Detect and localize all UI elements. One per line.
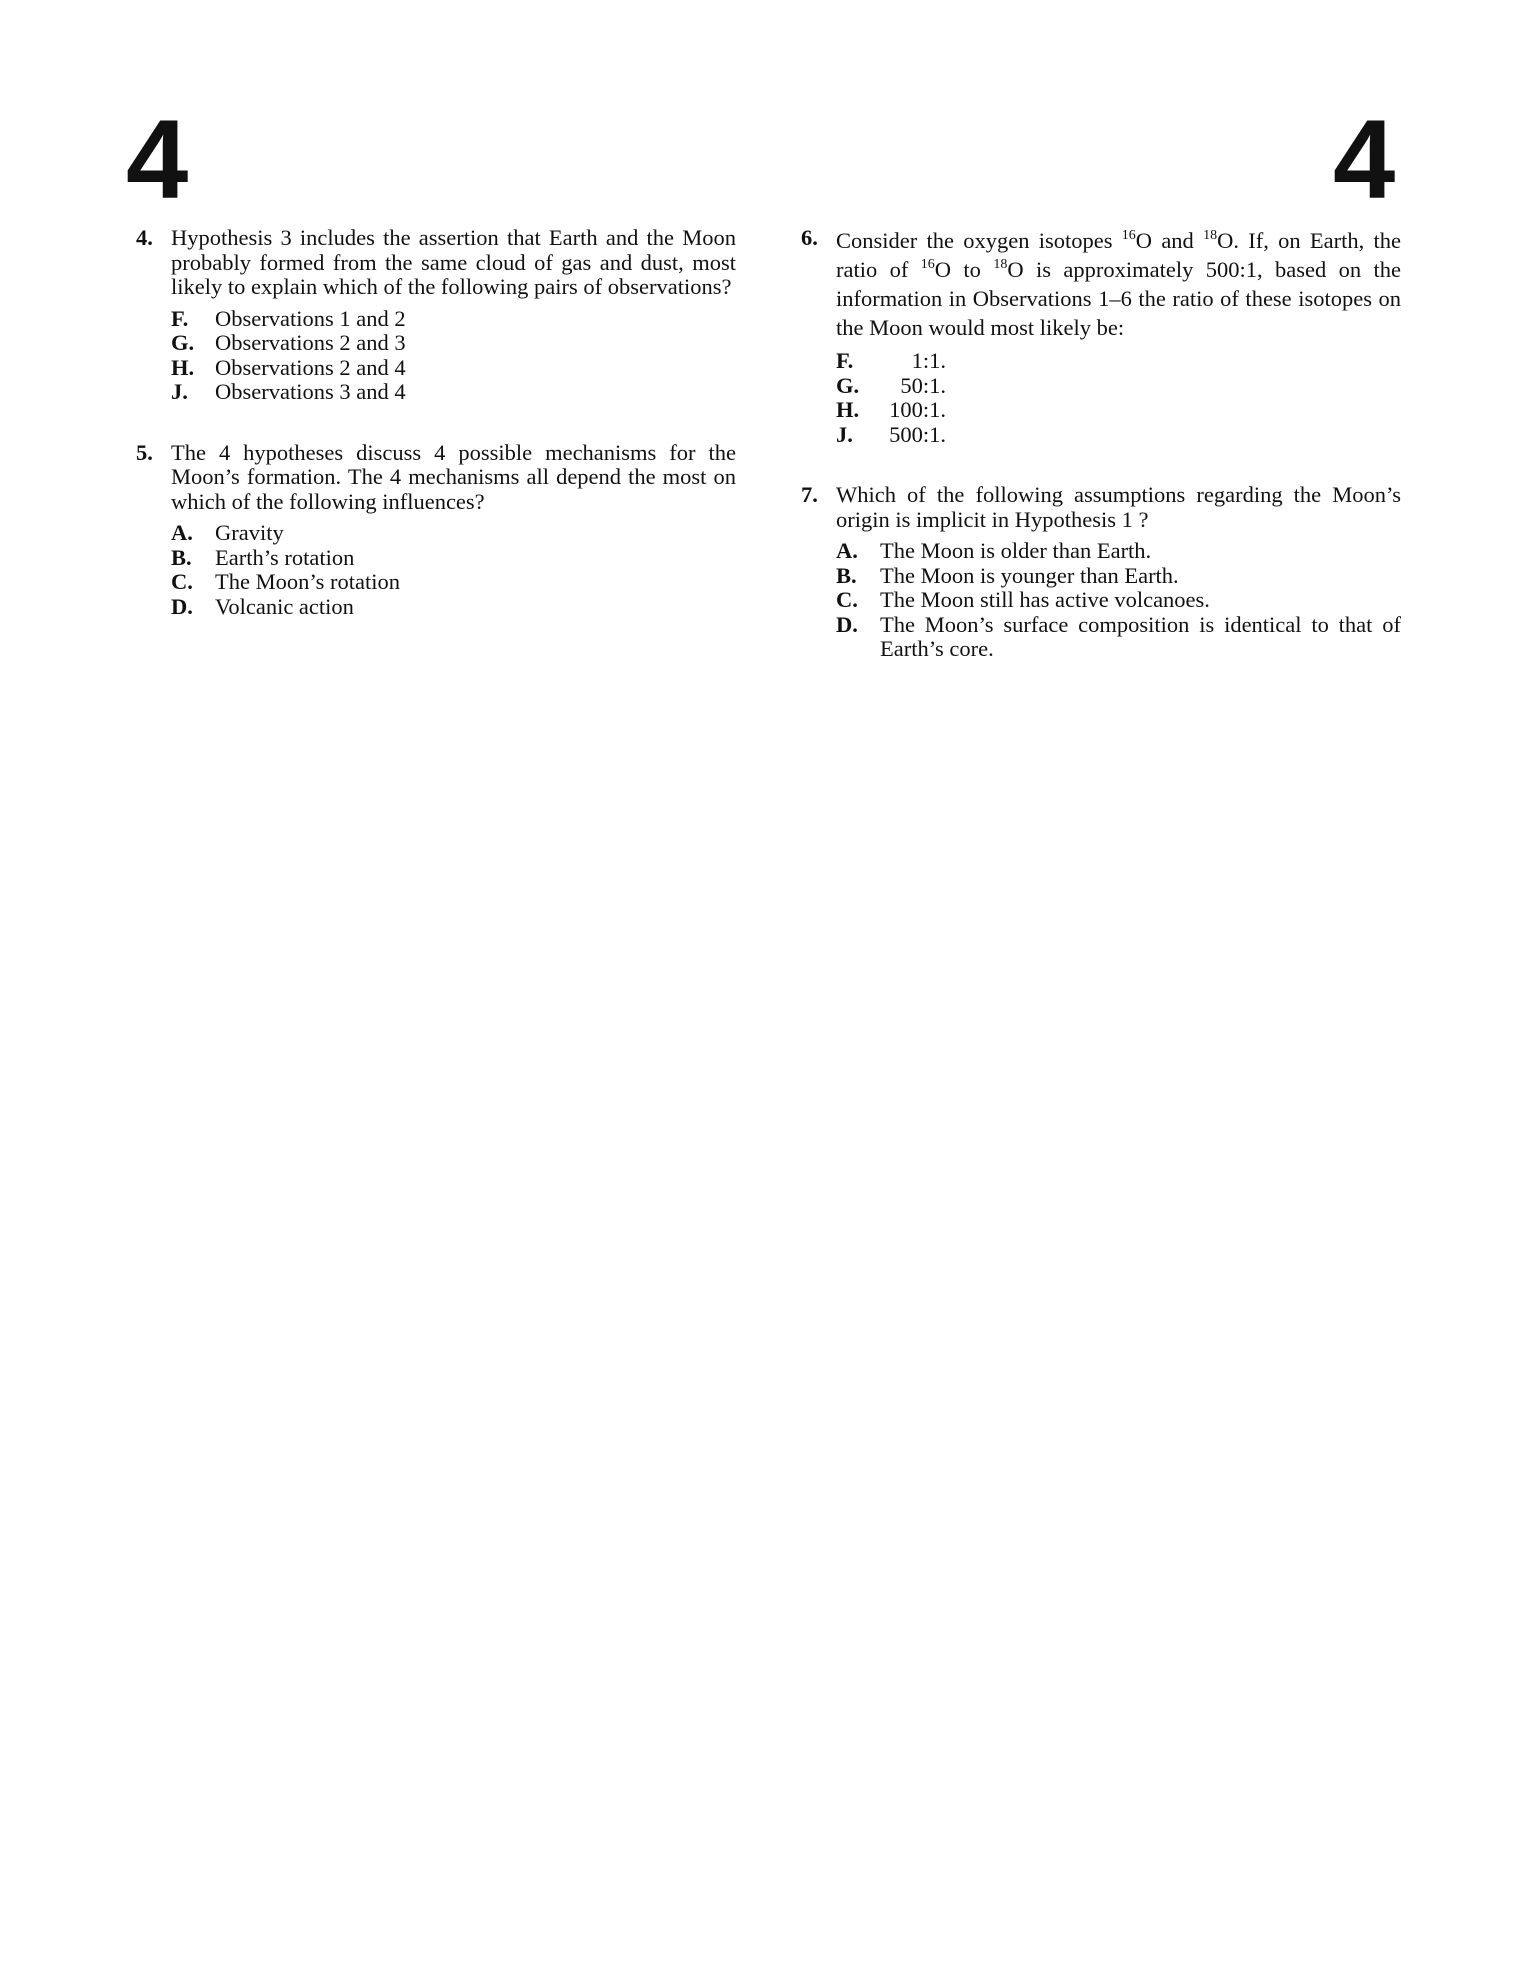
section-number-right: 4 — [1333, 97, 1396, 222]
question-number: 4. — [136, 225, 153, 250]
question-6 — [801, 226, 1401, 447]
ratio-value: 500:1. — [889, 421, 946, 447]
option-letter: D. — [836, 611, 858, 637]
left-column — [136, 226, 736, 619]
option-letter: H. — [836, 397, 860, 422]
option-text: The Moon’s rotation — [215, 569, 400, 594]
isotope-mass-superscript: 18 — [993, 256, 1008, 272]
stem-text: O and — [1135, 228, 1204, 253]
option-letter: J. — [836, 421, 853, 447]
option-text — [880, 423, 1401, 448]
option-text: Volcanic action — [215, 593, 354, 619]
question-7 — [801, 483, 1401, 662]
option-letter: F. — [171, 305, 189, 331]
question-stem: Hypothesis 3 includes the assertion that Earth and the Moon probably formed from the same cloud of gas and dust, most likely to explain which of the following pairs of observations? — [171, 225, 736, 299]
option-text: Observations 3 and 4 — [215, 379, 406, 404]
right-column — [801, 226, 1401, 662]
option-letter: A. — [171, 520, 193, 545]
option-letter: C. — [836, 587, 858, 612]
answer-options — [836, 539, 1401, 662]
answer-option-d[interactable] — [836, 613, 1401, 662]
answer-option-d[interactable] — [171, 595, 736, 620]
answer-option-b[interactable] — [171, 546, 736, 571]
question-stem: Which of the following assumptions regarding the Moon’s origin is implicit in Hypothesis 1 ? — [836, 482, 1401, 532]
answer-option-b[interactable] — [836, 564, 1401, 589]
option-letter: J. — [171, 379, 188, 404]
option-text — [880, 398, 1401, 423]
answer-option-j[interactable] — [171, 380, 736, 405]
option-text — [880, 374, 1401, 399]
ratio-value: 100:1. — [889, 397, 946, 422]
answer-option-f[interactable] — [171, 307, 736, 332]
option-letter: B. — [171, 544, 192, 570]
ratio-value: 1:1. — [911, 348, 946, 373]
answer-option-a[interactable] — [171, 521, 736, 546]
answer-option-g[interactable] — [836, 374, 1401, 399]
stem-text: O to — [934, 257, 994, 282]
answer-option-c[interactable] — [171, 570, 736, 595]
option-text: Gravity — [215, 520, 284, 545]
isotope-mass-superscript: 16 — [1121, 227, 1136, 243]
option-letter: F. — [836, 348, 854, 373]
option-letter: H. — [171, 354, 195, 380]
answer-options — [171, 307, 736, 405]
option-text: The Moon is younger than Earth. — [880, 562, 1179, 588]
answer-option-a[interactable] — [836, 539, 1401, 564]
option-text: The Moon’s surface composition is identical to that of Earth’s core. — [880, 611, 1401, 661]
ratio-value: 50:1. — [900, 372, 946, 398]
option-text — [880, 349, 1401, 374]
option-letter: C. — [171, 569, 193, 594]
answer-option-h[interactable] — [836, 398, 1401, 423]
question-stem: The 4 hypotheses discuss 4 possible mechanisms for the Moon’s formation. The 4 mechanisms all depend the most on which of the following influences? — [171, 439, 736, 514]
option-letter: B. — [836, 562, 857, 588]
option-text: The Moon is older than Earth. — [880, 538, 1152, 563]
option-letter: G. — [836, 372, 860, 398]
stem-text: O is approximately 500:1, based on the information in Observations 1–6 the ratio of these isotopes on the Moon would most likely be: — [836, 257, 1401, 340]
answer-option-g[interactable] — [171, 331, 736, 356]
answer-option-h[interactable] — [171, 356, 736, 381]
option-letter: G. — [171, 330, 195, 355]
option-text: The Moon still has active volcanoes. — [880, 587, 1210, 612]
answer-options — [171, 521, 736, 619]
option-text: Observations 2 and 3 — [215, 330, 406, 355]
option-text: Observations 1 and 2 — [215, 305, 406, 331]
stem-text: Consider the oxygen isotopes — [836, 228, 1122, 253]
question-number: 7. — [801, 482, 818, 507]
isotope-mass-superscript: 18 — [1203, 227, 1218, 243]
option-letter: D. — [171, 593, 193, 619]
answer-option-c[interactable] — [836, 588, 1401, 613]
question-number: 6. — [801, 225, 818, 250]
answer-option-j[interactable] — [836, 423, 1401, 448]
isotope-mass-superscript: 16 — [920, 256, 935, 272]
section-number-left: 4 — [126, 97, 189, 222]
stem-text: O. If, on Earth, the ratio of — [836, 228, 1401, 282]
answer-options — [836, 349, 1401, 447]
option-text: Observations 2 and 4 — [215, 354, 406, 380]
question-5 — [136, 441, 736, 620]
question-4 — [136, 226, 736, 405]
question-number: 5. — [136, 439, 153, 465]
option-letter: A. — [836, 538, 858, 563]
option-text: Earth’s rotation — [215, 544, 355, 570]
question-stem — [836, 226, 1401, 342]
answer-option-f[interactable] — [836, 349, 1401, 374]
